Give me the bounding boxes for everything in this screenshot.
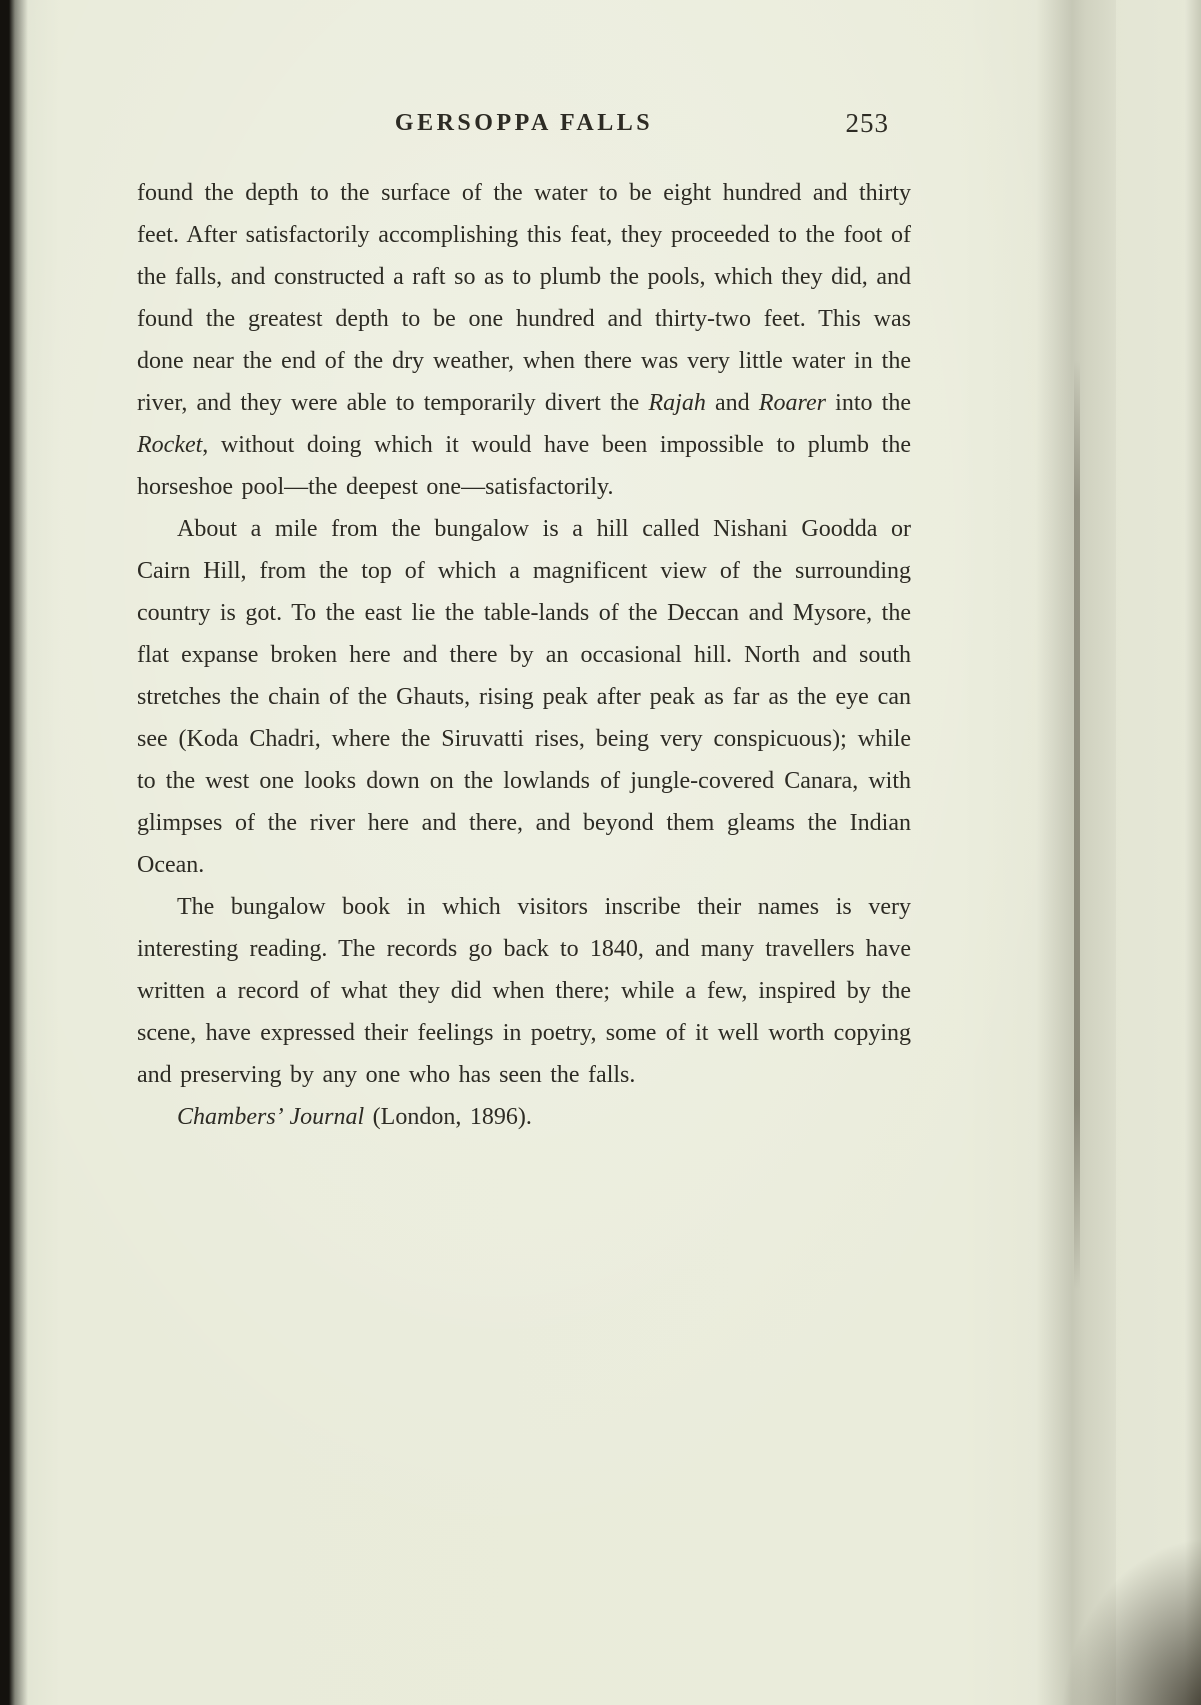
scan-right-edge: [1185, 0, 1201, 1705]
page-body: [137, 172, 911, 1138]
paragraph-3: [137, 886, 911, 1096]
book-gutter-shadow: [0, 0, 28, 1705]
citation-detail: (London, 1896).: [364, 1104, 532, 1130]
page-corner-shadow: [1051, 1525, 1201, 1705]
text-run: and: [705, 390, 759, 416]
page-header: [137, 110, 911, 156]
text-run: into the: [825, 390, 912, 416]
paragraph-1: [137, 172, 911, 508]
text-run: The bungalow book in which visitors inscribe their names is very interesting reading. The records go back to 1840, and many travellers have written a record of what they did when there; while a few, inspired by the scene, have expressed their feelings in poetry, some of it well worth copying and preserving by any one who has seen the falls.: [137, 894, 911, 1088]
citation-title-italic: Chambers’ Journal: [177, 1104, 365, 1130]
text-run-italic: Rajah: [648, 390, 706, 416]
page-content: [137, 110, 911, 1138]
text-run: found the depth to the surface of the water to be eight hundred and thirty feet. After satisfactorily accomplishing this feat, they proceeded to the foot of the falls, and constructed a raft so as to plumb the pools, which they did, and found the greatest depth to be one hundred and thirty-two feet. This was done near the end of the dry weather, when there was very little water in the river, and they were able to temporarily divert the: [137, 180, 911, 416]
page-number: 253: [845, 108, 889, 138]
text-run: About a mile from the bungalow is a hill called Nishani Goodda or Cairn Hill, from the top of which a magnificent view of the surrounding country is got. To the east lie the table-lands of the Deccan and Mysore, the flat expanse broken here and there by an occasional hill. North and south stretches the chain of the Ghauts, rising peak after peak as far as the eye can see (Koda Chadri, where the Siruvatti rises, being very conspicuous); while to the west one looks down on the lowlands of jungle-covered Canara, with glimpses of the river here and there, and beyond them gleams the Indian Ocean.: [137, 516, 911, 878]
text-run: , without doing which it would have been impossible to plumb the horseshoe pool—the deepest one—satisfactorily.: [137, 432, 911, 500]
text-run-italic: Roarer: [758, 390, 826, 416]
page-edge-line: [1074, 360, 1080, 1290]
running-title: GERSOPPA FALLS: [394, 110, 654, 136]
text-run-italic: Rocket: [137, 432, 203, 458]
paragraph-2: [137, 508, 911, 886]
paragraph-citation: [137, 1096, 911, 1138]
